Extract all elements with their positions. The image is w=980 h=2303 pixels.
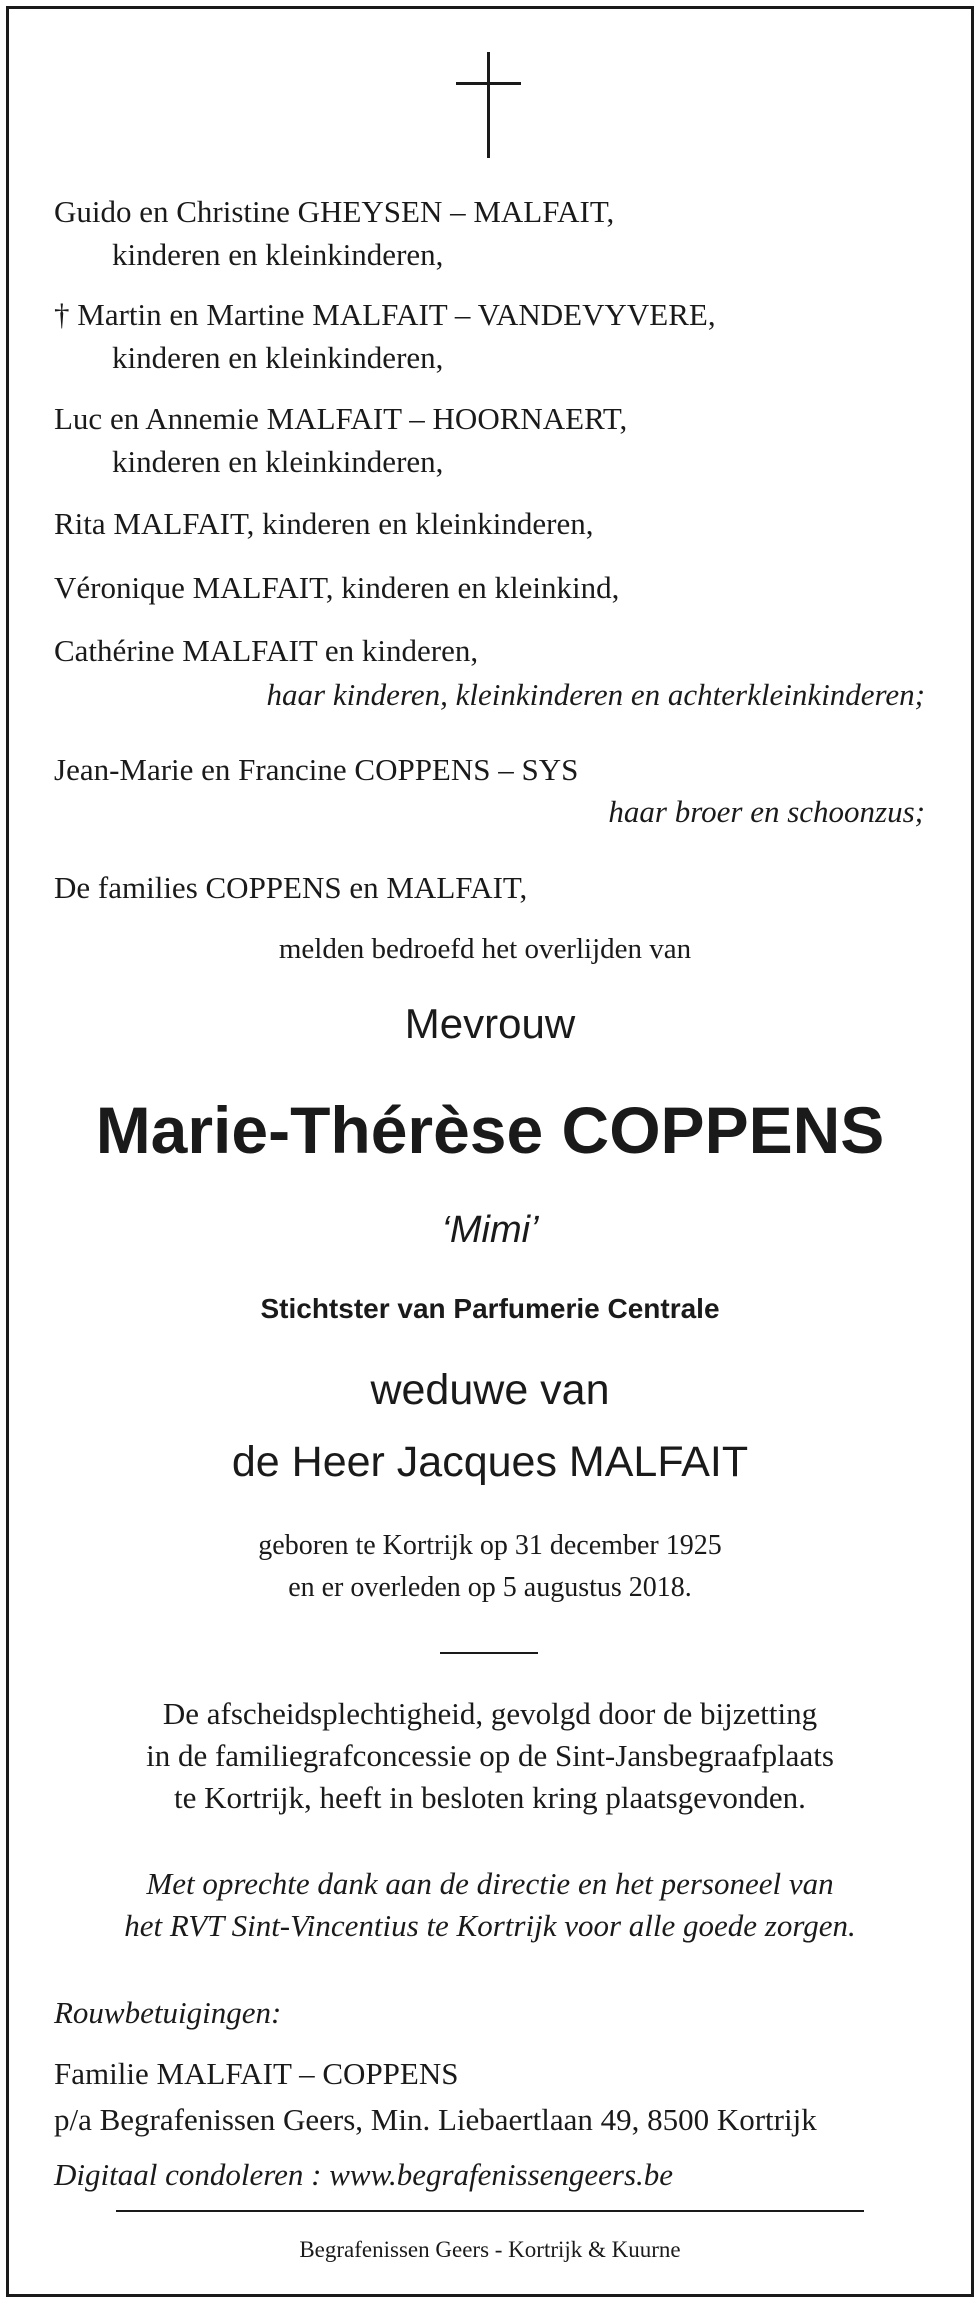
family-line-3: Luc en Annemie MALFAIT – HOORNAERT, [54, 401, 628, 436]
relation-children: haar kinderen, kleinkinderen en achterkleinkinderen; [266, 677, 925, 712]
footer: Begrafenissen Geers - Kortrijk & Kuurne [299, 2237, 681, 2262]
title-line: Stichtster van Parfumerie Centrale [260, 1293, 720, 1324]
sibling-names: Jean-Marie en Francine COPPENS – SYS [54, 752, 579, 787]
families-line: De families COPPENS en MALFAIT, [54, 870, 528, 905]
ceremony-line-1: De afscheidsplechtigheid, gevolgd door de bijzetting [162, 1696, 818, 1731]
announce-line: melden bedroefd het overlijden van [278, 933, 692, 965]
thanks-line-2: het RVT Sint-Vincentius te Kortrijk voor alle goede zorgen. [124, 1908, 856, 1943]
divider-long [116, 2210, 864, 2212]
divider-short [440, 1652, 538, 1654]
honorific: Mevrouw [404, 1000, 576, 1047]
nickname: ‘Mimi’ [441, 1209, 539, 1251]
family-line-4: Rita MALFAIT, kinderen en kleinkinderen, [54, 506, 594, 541]
condolences-name: Familie MALFAIT – COPPENS [54, 2056, 459, 2091]
condolences-label: Rouwbetuigingen: [54, 1995, 282, 2030]
family-line-2: † Martin en Martine MALFAIT – VANDEVYVERE, [54, 297, 716, 332]
born-line: geboren te Kortrijk op 31 december 1925 [258, 1530, 722, 1561]
ceremony-line-2: in de familiegrafconcessie op de Sint-Jansbegraafplaats [146, 1738, 834, 1773]
family-line-5: Véronique MALFAIT, kinderen en kleinkind, [54, 570, 620, 605]
spouse-name: de Heer Jacques MALFAIT [231, 1438, 749, 1486]
family-line-1: Guido en Christine GHEYSEN – MALFAIT, [54, 194, 615, 229]
family-line-2-sub: kinderen en kleinkinderen, [112, 340, 444, 375]
digital-condolences-link[interactable]: Digitaal condoleren : www.begrafenissengeers.be [54, 2157, 674, 2192]
deceased-name: Marie-Thérèse COPPENS [95, 1093, 885, 1167]
widow-of: weduwe van [370, 1366, 610, 1414]
family-line-1-sub: kinderen en kleinkinderen, [112, 237, 444, 272]
sibling-relation: haar broer en schoonzus; [608, 794, 925, 829]
condolences-address: p/a Begrafenissen Geers, Min. Liebaertlaan 49, 8500 Kortrijk [54, 2102, 817, 2137]
family-line-6: Cathérine MALFAIT en kinderen, [54, 633, 479, 668]
thanks-line-1: Met oprechte dank aan de directie en het personeel van [146, 1866, 834, 1901]
family-line-3-sub: kinderen en kleinkinderen, [112, 444, 444, 479]
died-line: en er overleden op 5 augustus 2018. [288, 1572, 692, 1603]
ceremony-line-3: te Kortrijk, heeft in besloten kring plaatsgevonden. [174, 1780, 806, 1815]
